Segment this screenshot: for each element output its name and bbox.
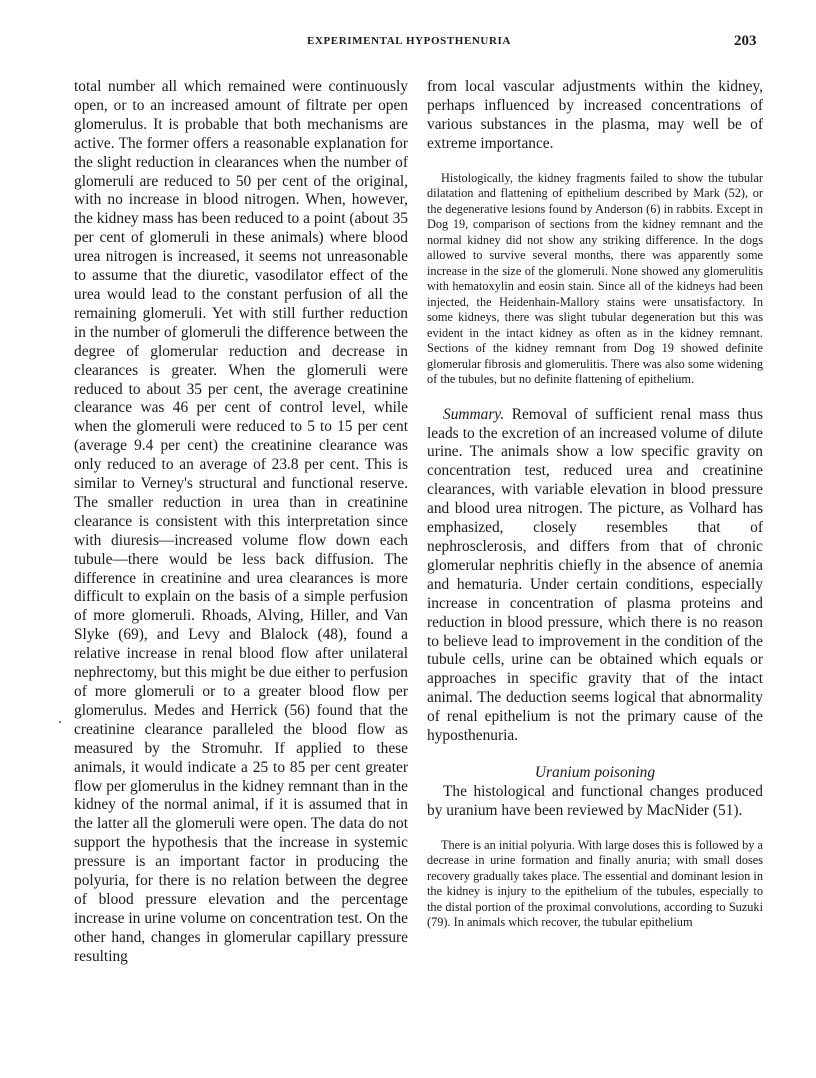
summary-label: Summary. (443, 405, 505, 423)
spacer (427, 388, 763, 406)
summary-paragraph (427, 406, 763, 746)
running-title: EXPERIMENTAL HYPOSTHENURIA (307, 35, 511, 47)
summary-text: Removal of sufficient renal mass thus leads to the excretion of an increased volume of dilute urine. The animals show a low specific gravity on concentration test, reduced urea and creatinine clearances, with variable elevation in blood pressure and blood urea nitrogen. The picture, as Volhard has emphasized, closely resembles that of nephrosclerosis, and differs from that of chronic glomerular nephritis chiefly in the absence of anemia and hematuria. Under certain conditions, especially increase in concentration of plasma proteins and reduction in blood pressure, which there is no reason to believe lead to improvement in the condition of the tubule cells, urine can be obtained which equals or approaches in specific gravity that of the intact animal. The deduction seems logical that abnormality of renal epithelium is not the primary cause of the hyposthenuria. (427, 405, 763, 745)
body-paragraph: total number all which remained were continuously open, or to an increased amount of filtrate per open glomerulus. It is probable that both mechanisms are active. The former offers a reasonable explanation for the slight reduction in clearances when the number of glomeruli are reduced to 50 per cent of the original, with no increase in blood nitrogen. When, however, the kidney mass has been reduced to a point (about 35 per cent of glomeruli in these animals) where blood urea nitrogen is increased, it seems not unreasonable to assume that the diuretic, vasodilator effect of the urea would lead to the constant perfusion of all the remaining glomeruli. Yet with still further reduction in the number of glomeruli the difference between the degree of glomerular reduction and decrease in clearances is greater. When the glomeruli were reduced to about 35 per cent, the average creatinine clearance was 46 per cent of control level, while when the glomeruli were reduced to 5 to 15 per cent (average 9.4 per cent) the creatinine clearance was only reduced to an average of 23.8 per cent. This is similar to Verney's structural and functional reserve. The smaller reduction in urea than in creatinine clearance is consistent with this interpretation since with diuresis—increased volume flow down each tubule—there would be less back diffusion. The difference in creatinine and urea clearances is more difficult to explain on the basis of a simple perfusion of more glomeruli. Rhoads, Alving, Hiller, and Van Slyke (69), and Levy and Blalock (48), found a relative increase in renal blood flow after unilateral nephrectomy, but this might be due either to perfusion of more glomeruli or to a greater blood flow per glomerulus. Medes and Herrick (56) found that the creatinine clearance paralleled the blood flow as measured by the Stromuhr. If applied to these animals, it would indicate a 25 to 85 per cent greater flow per glomerulus in the kidney remnant than in the kidney of the normal animal, if it is assumed that in the latter all the glomeruli were open. The data do not support the hypothesis that the increase in systemic pressure is an important factor in producing the polyuria, for there is no relation between the degree of blood pressure elevation and the percentage increase in urine volume on concentration test. On the other hand, changes in glomerular capillary pressure resulting (74, 78, 408, 965)
uranium-note: There is an initial polyuria. With large doses this is followed by a decrease in urine formation and finally anuria; with small doses recovery gradually takes place. The essential and dominant lesion in the kidney is injury to the epithelium of the tubules, especially to the distal portion of the proximal convolutions, according to Suzuki (79). In animals which recover, the tubular epithelium (427, 837, 763, 930)
running-header (0, 35, 816, 55)
spacer (427, 154, 763, 171)
left-column (74, 78, 408, 967)
body-paragraph-continued: from local vascular adjustments within the kidney, perhaps influenced by increased concentrations of various substances in the plasma, may well be of extreme importance. (427, 78, 763, 152)
page-number: 203 (734, 33, 757, 49)
spacer (427, 746, 763, 763)
histology-note: Histologically, the kidney fragments failed to show the tubular dilatation and flattening of epithelium described by Mark (52), or the degenerative lesions found by Anderson (6) in rabbits. Except in Dog 19, comparison of sections from the kidney remnant and the normal kidney did not show any striking difference. In the dogs allowed to survive several months, there was apparently some increase in the size of the glomeruli. None showed any glomerulitis with hematoxylin and eosin stain. Since all of the kidneys had been injected, the Heidenhain-Mallory stains were unsatisfactory. In some kidneys, there was slight tubular degeneration but this was evident in the intact kidney as often as in the kidney remnant. Sections of the kidney remnant from Dog 19 showed definite glomerular fibrosis and glomerulitis. There was also some widening of the tubules, but no definite flattening of epithelium. (427, 170, 763, 387)
section-heading: Uranium poisoning (534, 763, 656, 781)
uranium-intro-paragraph: The histological and functional changes produced by uranium have been reviewed by MacNider (51). (427, 782, 763, 819)
spacer (427, 821, 763, 838)
right-column (427, 78, 763, 931)
margin-mark (59, 721, 61, 723)
